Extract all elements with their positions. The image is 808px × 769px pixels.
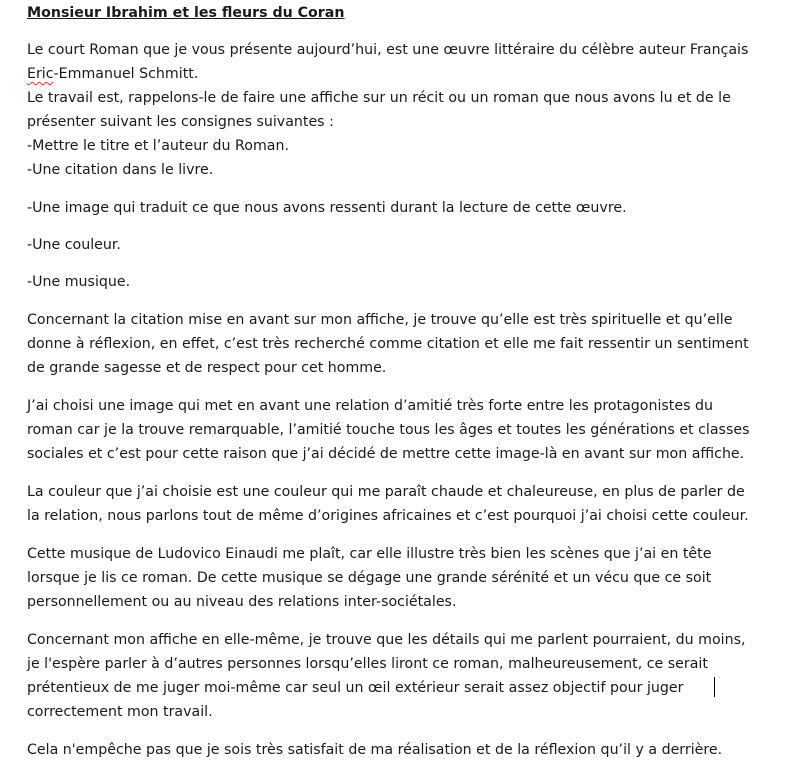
paragraph-line	[27, 64, 198, 84]
paragraph-line: -Une couleur.	[27, 237, 121, 253]
spellcheck-word[interactable]: Eric	[27, 66, 54, 82]
paragraph-line: Concernant mon affiche en elle-même, je trouve que les détails qui me parlent pourraient, du moins,	[27, 632, 746, 648]
paragraph-line: prétentieux de me juger moi-même car seul un œil extérieur serait assez objectif pour juger	[27, 680, 684, 696]
paragraph-line: correctement mon travail.	[27, 704, 213, 720]
document-title: Monsieur Ibrahim et les fleurs du Coran	[27, 5, 345, 21]
paragraph-line: La couleur que j’ai choisie est une couleur qui me paraît chaude et chaleureuse, en plus de parler de	[27, 484, 745, 500]
paragraph-line: lorsque je lis ce roman. De cette musique se dégage une grande sérénité et un vécu que ce soit	[27, 570, 712, 586]
paragraph-line: Le court Roman que je vous présente aujourd’hui, est une œuvre littéraire du célèbre auteur Français	[27, 42, 749, 58]
paragraph-line: -Une citation dans le livre.	[27, 162, 214, 178]
paragraph-line: présenter suivant les consignes suivantes :	[27, 114, 334, 130]
paragraph-line: Le travail est, rappelons-le de faire une affiche sur un récit ou un roman que nous avons lu et de le	[27, 90, 731, 106]
paragraph-line: la relation, nous parlons tout de même d’origines africaines et c’est pourquoi j’ai choisi cette couleur.	[27, 508, 749, 524]
paragraph-line: Concernant la citation mise en avant sur mon affiche, je trouve qu’elle est très spirituelle et qu’elle	[27, 312, 733, 328]
paragraph-line: sociales et c’est pour cette raison que j’ai décidé de mettre cette image-là en avant sur mon affiche.	[27, 446, 745, 462]
paragraph-line: -Une image qui traduit ce que nous avons ressenti durant la lecture de cette œuvre.	[27, 200, 627, 216]
paragraph-line: Cette musique de Ludovico Einaudi me plaît, car elle illustre très bien les scènes que j’ai en tête	[27, 546, 712, 562]
paragraph-line: roman car je la trouve remarquable, l’amitié touche tous les âges et toutes les générations et classes	[27, 422, 750, 438]
paragraph-line: donne à réflexion, en effet, c’est très recherché comme citation et elle me fait ressentir un sentiment	[27, 336, 749, 352]
paragraph-line: je l'espère parler à d’autres personnes lorsqu’elles liront ce roman, malheureusement, ce serait	[27, 656, 708, 672]
paragraph-line: -Mettre le titre et l’auteur du Roman.	[27, 138, 289, 154]
paragraph-line: personnellement ou au niveau des relations inter-sociétales.	[27, 594, 457, 610]
paragraph-line: J’ai choisi une image qui met en avant une relation d’amitié très forte entre les protagonistes du	[27, 398, 713, 414]
text-cursor	[714, 677, 715, 697]
line-text: -Emmanuel Schmitt.	[53, 66, 199, 82]
paragraph-line: -Une musique.	[27, 274, 131, 290]
paragraph-line: Cela n'empêche pas que je sois très satisfait de ma réalisation et de la réflexion qu’il y a derrière.	[27, 742, 723, 758]
paragraph-line: de grande sagesse et de respect pour cet homme.	[27, 360, 387, 376]
